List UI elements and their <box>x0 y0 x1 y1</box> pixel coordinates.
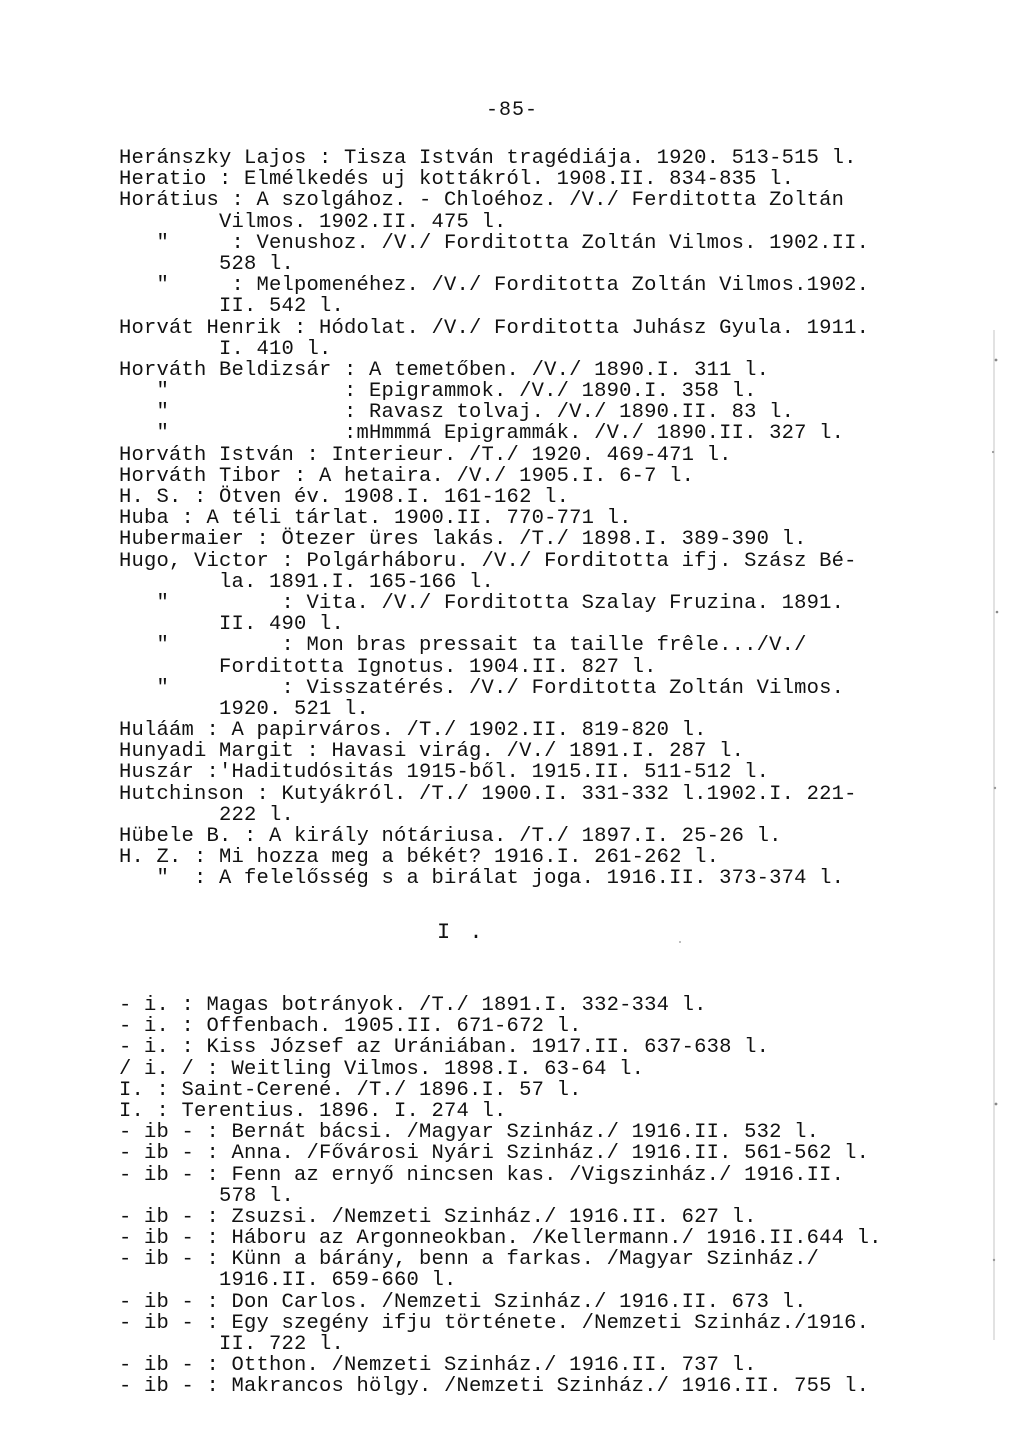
scan-speck <box>679 941 681 943</box>
entry-line: I. 410 l. <box>119 337 332 361</box>
entry-line: H. Z. : Mi hozza meg a békét? 1916.I. 261-262 l. <box>119 846 720 870</box>
entry-line: 222 l. <box>119 803 295 827</box>
entry-line: Hutchinson : Kutyákról. /T./ 1900.I. 331-332 l.1902.I. 221- <box>119 782 857 806</box>
entry-line: - ib - : Fenn az ernyő nincsen kas. /Vigszinház./ 1916.II. <box>119 1163 845 1187</box>
entry-line: II. 722 l. <box>119 1333 345 1356</box>
entry-line: " : A felelősség s a birálat joga. 1916.II. 373-374 l. <box>119 867 845 891</box>
entry-line: - ib - : Don Carlos. /Nemzeti Szinház./ 1916.II. 673 l. <box>119 1290 807 1314</box>
entry-line: Huláám : A papirváros. /T./ 1902.II. 819-820 l. <box>119 719 707 743</box>
scan-speck <box>995 1103 998 1106</box>
entry-line: Horváth István : Interieur. /T./ 1920. 469-471 l. <box>119 443 732 467</box>
entry-line: - ib - : Bernát bácsi. /Magyar Szinház./ 1916.II. 532 l. <box>119 1121 820 1145</box>
entry-line: " : Venushoz. /V./ Forditotta Zoltán Vilmos. 1902.II. <box>119 231 870 255</box>
entry-line: 1920. 521 l. <box>119 697 370 721</box>
scan-speck <box>992 451 994 453</box>
section-heading: I . <box>437 920 486 945</box>
entry-line: - ib - : Háboru az Argonneokban. /Kellermann./ 1916.II.644 l. <box>119 1227 882 1251</box>
entry-line: la. 1891.I. 165-166 l. <box>119 570 495 594</box>
entry-line: Horvát Henrik : Hódolat. /V./ Forditotta Juhász Gyula. 1911. <box>119 316 870 340</box>
entry-line: / i. / : Weitling Vilmos. 1898.I. 63-64 l. <box>119 1057 645 1081</box>
scan-speck <box>994 787 996 789</box>
scan-speck <box>993 1259 995 1261</box>
entry-line: Huszár :'Haditudósitás 1915-ből. 1915.II. 511-512 l. <box>119 761 770 785</box>
entry-line: - ib - : Makrancos hölgy. /Nemzeti Szinház./ 1916.II. 755 l. <box>119 1375 870 1399</box>
entry-line: " : Visszatérés. /V./ Forditotta Zoltán Vilmos. <box>119 676 845 700</box>
entry-line: Horváth Tibor : A hetaira. /V./ 1905.I. 6-7 l. <box>119 464 695 488</box>
page-number: -85- <box>485 99 538 122</box>
entry-line: 528 l. <box>119 252 295 276</box>
entry-line: Heránszky Lajos : Tisza István tragédiája. 1920. 513-515 l. <box>119 147 857 170</box>
entry-line: Vilmos. 1902.II. 475 l. <box>119 210 507 234</box>
entry-line: Horátius : A szolgához. - Chloéhoz. /V./ Ferditotta Zoltán <box>119 189 845 213</box>
entry-line: Horváth Beldizsár : A temetőben. /V./ 1890.I. 311 l. <box>119 358 770 382</box>
entry-line: " : Ravasz tolvaj. /V./ 1890.II. 83 l. <box>119 401 795 425</box>
entry-line: " :mHmmmá Epigrammák. /V./ 1890.II. 327 l. <box>119 422 845 446</box>
entry-line: - ib - : Egy szegény ifju története. /Nemzeti Szinház./1916. <box>119 1311 870 1335</box>
entry-line: - i. : Kiss József az Urániában. 1917.II. 637-638 l. <box>119 1036 770 1060</box>
entry-line: Hübele B. : A király nótáriusa. /T./ 1897.I. 25-26 l. <box>119 825 782 848</box>
entry-line: - ib - : Künn a bárány, benn a farkas. /Magyar Szinház./ <box>119 1248 820 1272</box>
entry-line: - i. : Offenbach. 1905.II. 671-672 l. <box>119 1015 582 1039</box>
entry-line: H. S. : Ötven év. 1908.I. 161-162 l. <box>119 486 570 509</box>
entry-line: - ib - : Otthon. /Nemzeti Szinház./ 1916.II. 737 l. <box>119 1354 757 1378</box>
entry-line: II. 490 l. <box>119 613 345 637</box>
entry-line: I. : Saint-Cerené. /T./ 1896.I. 57 l. <box>119 1078 582 1102</box>
entry-line: Hubermaier : Ötezer üres lakás. /T./ 1898.I. 389-390 l. <box>119 528 807 552</box>
entry-line: II. 542 l. <box>119 295 345 319</box>
entry-line: Hugo, Victor : Polgárháboru. /V./ Forditotta ifj. Szász Bé- <box>119 549 857 573</box>
entry-line: 578 l. <box>119 1184 295 1208</box>
scan-speck <box>996 611 999 614</box>
entry-line: Heratio : Elmélkedés uj kottákról. 1908.II. 834-835 l. <box>119 168 795 192</box>
entry-line: Forditotta Ignotus. 1904.II. 827 l. <box>119 655 657 679</box>
scan-speck <box>995 359 998 362</box>
entry-line: " : Vita. /V./ Forditotta Szalay Fruzina. 1891. <box>119 591 845 615</box>
entry-line: I. : Terentius. 1896. I. 274 l. <box>119 1099 507 1123</box>
entry-line: Hunyadi Margit : Havasi virág. /V./ 1891.I. 287 l. <box>119 740 745 764</box>
entry-line: " : Melpomenéhez. /V./ Forditotta Zoltán Vilmos.1902. <box>119 274 870 298</box>
entry-line: " : Epigrammok. /V./ 1890.I. 358 l. <box>119 380 757 404</box>
entry-line: - ib - : Zsuzsi. /Nemzeti Szinház./ 1916.II. 627 l. <box>119 1205 757 1229</box>
entry-line: " : Mon bras pressait ta taille frêle.../V./ <box>119 634 807 658</box>
entry-line: Huba : A téli tárlat. 1900.II. 770-771 l. <box>119 507 632 531</box>
entry-line: - i. : Magas botrányok. /T./ 1891.I. 332-334 l. <box>119 994 707 1017</box>
entry-line: - ib - : Anna. /Fővárosi Nyári Szinház./ 1916.II. 561-562 l. <box>119 1142 870 1166</box>
entry-line: 1916.II. 659-660 l. <box>119 1269 457 1293</box>
